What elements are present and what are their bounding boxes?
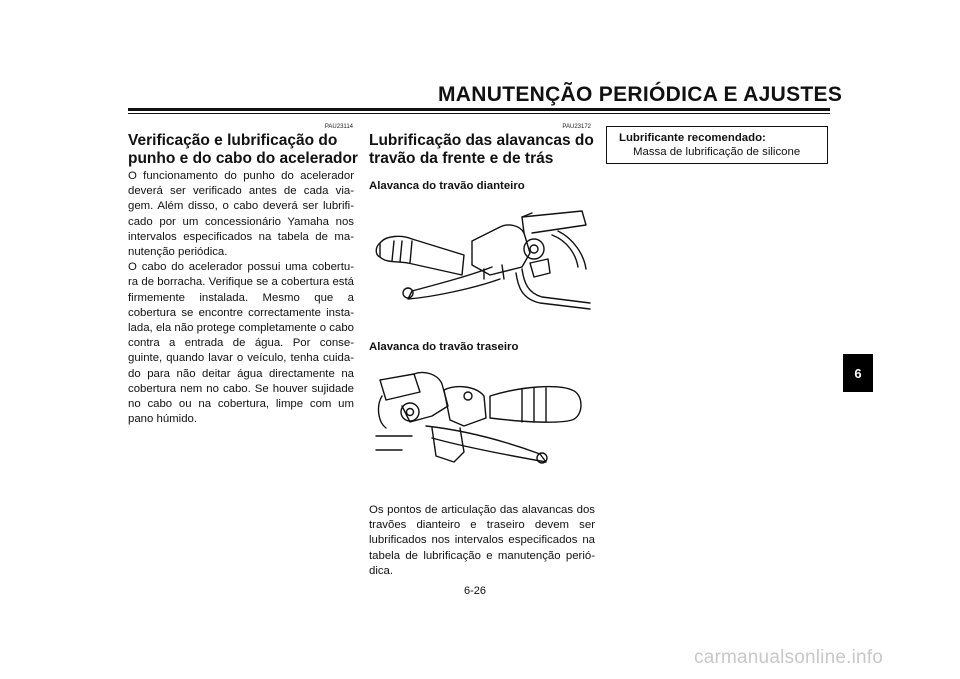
section-title-middle-line1: Lubrificação das alavancas do (369, 132, 594, 149)
left-body (128, 169, 354, 427)
section-title-middle (369, 132, 599, 168)
section-title-left-line1: Verificação e lubrificação do (128, 132, 338, 149)
section-title-left (128, 132, 358, 168)
section-title-left-line2: punho e do cabo do acelerador (128, 150, 358, 167)
chapter-tab: 6 (843, 354, 873, 392)
front-brake-label: Alavanca do travão dianteiro (369, 180, 525, 192)
middle-paragraph: Os pontos de articulação das alavancas dos travões dianteiro e traseiro devem ser lubrificados nos intervalos especificados na tabela de lubrificação e manutenção perió- dica. (369, 504, 595, 577)
lubricant-box (606, 126, 828, 164)
watermark: carmanualsonline.info (694, 647, 884, 668)
section-code-middle: PAU23172 (562, 124, 591, 130)
section-code-left: PAU23114 (324, 124, 353, 130)
rear-brake-label: Alavanca do travão traseiro (369, 341, 519, 353)
header-rule-thin (128, 113, 830, 114)
rear-brake-lever-illustration (372, 366, 594, 470)
header-rule (128, 108, 830, 111)
left-paragraph-2: O cabo do acelerador possui uma cobertu- ra de borracha. Verifique se a cobertura está firmemente instalada. Mesmo que a cobertura se encontre correctamente insta- lada, ela não protege completamente o cabo contra a entrada de água. Por conse- guinte, quando lavar o veículo, tenha cuida- do para não deitar água directamente na cobertura nem no cabo. Se houver sujidade no cabo ou na cobertura, limpe com um pano húmido. (128, 261, 354, 426)
front-brake-lever-illustration (372, 205, 594, 313)
section-title-middle-line2: travão da frente e de trás (369, 150, 554, 167)
lubricant-box-value: Massa de lubrificação de silicone (633, 146, 801, 158)
left-paragraph-1: O funcionamento do punho do acelerador deverá ser verificado antes de cada via- gem. Além disso, o cabo deverá ser lubrifi- cado por um concessionário Yamaha nos intervalos especificados na tabela de ma- nutenção periódica. (128, 170, 354, 259)
page-number: 6-26 (464, 585, 487, 597)
lubricant-box-title: Lubrificante recomendado: (619, 132, 766, 144)
header-title: MANUTENÇÃO PERIÓDICA E AJUSTES (438, 83, 843, 106)
